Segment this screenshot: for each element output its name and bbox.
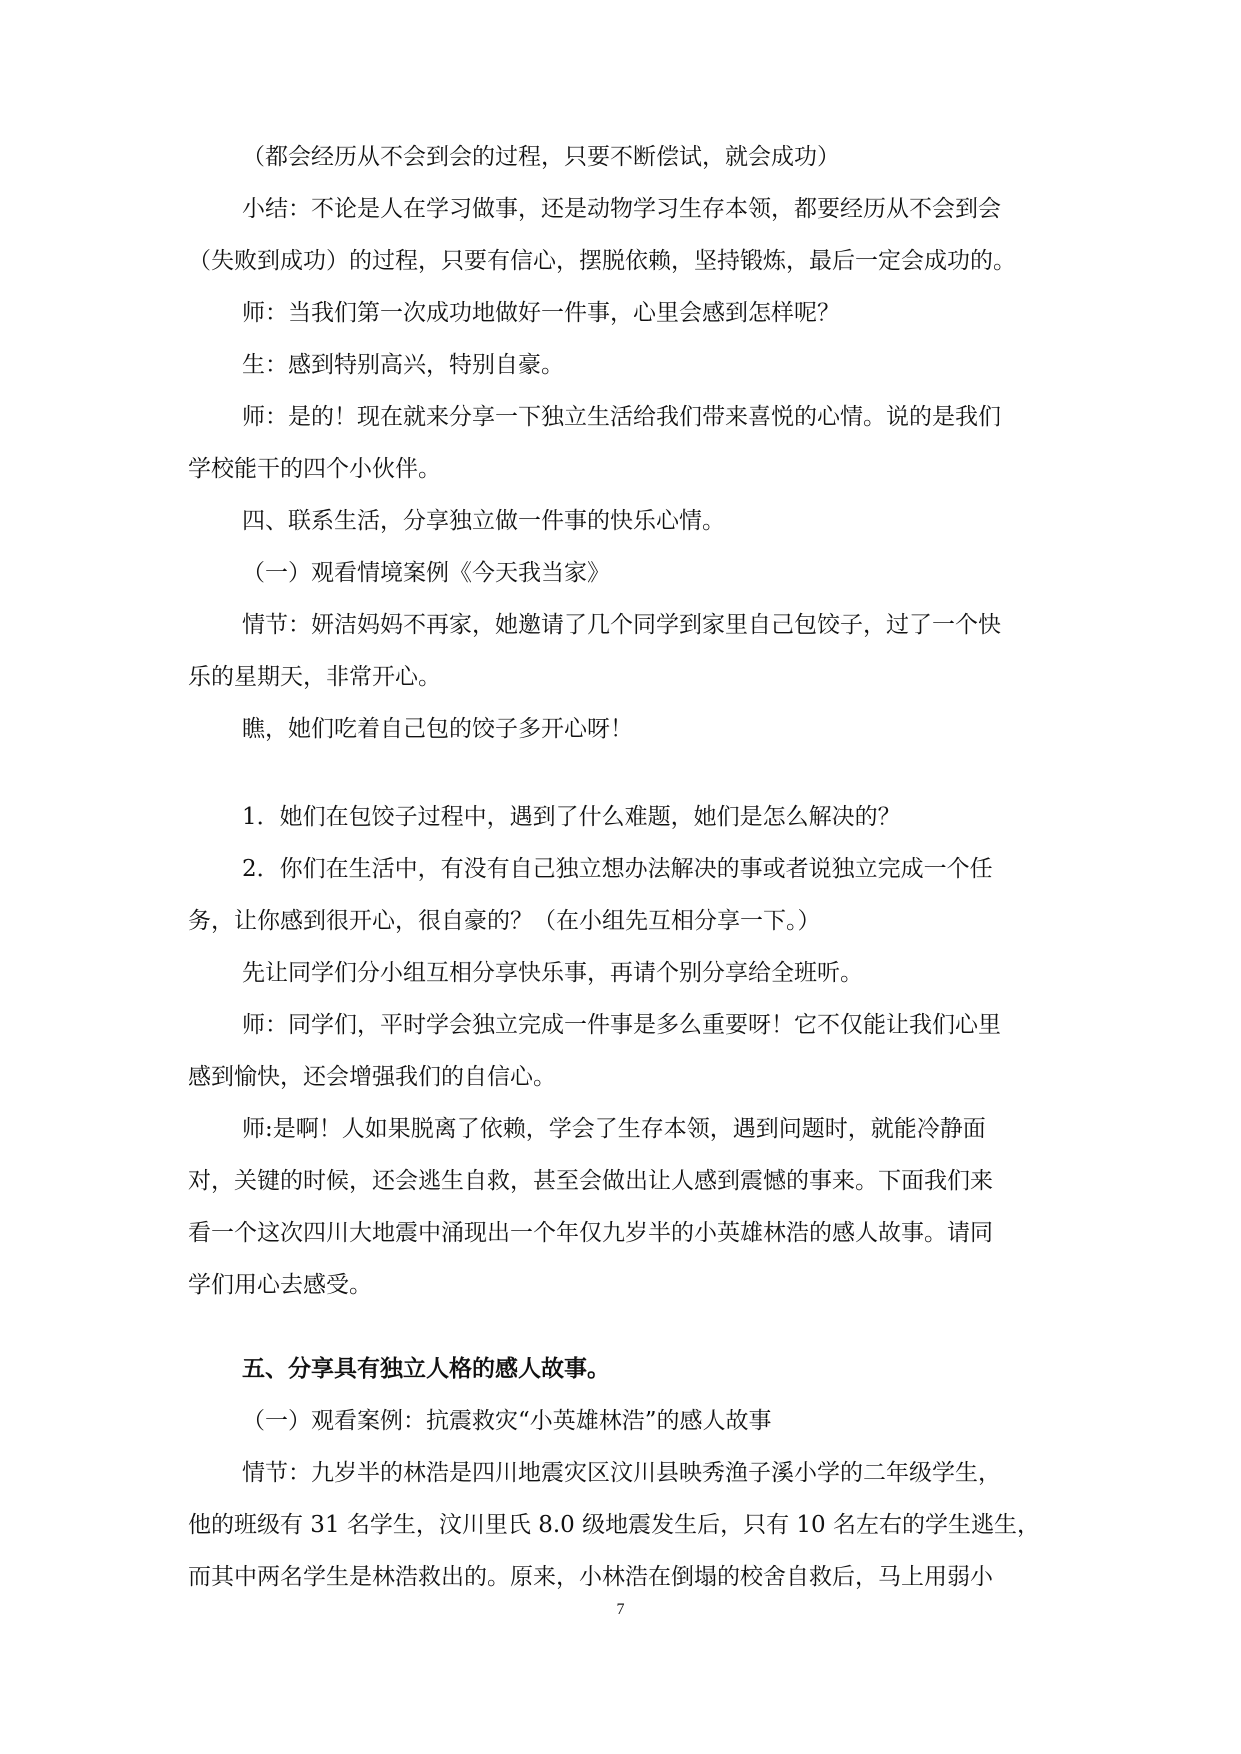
- subsection-heading: （一）观看情境案例《今天我当家》: [242, 560, 610, 586]
- question-line: 2．你们在生活中，有没有自己独立想办法解决的事或者说独立完成一个任: [242, 856, 993, 882]
- page-number: 7: [616, 1601, 625, 1618]
- paragraph-line: 瞧，她们吃着自己包的饺子多开心呀！: [242, 716, 633, 742]
- paragraph-line: 而其中两名学生是林浩救出的。原来，小林浩在倒塌的校舍自救后，马上用弱小: [188, 1564, 993, 1590]
- paragraph-line: （失败到成功）的过程，只要有信心，摆脱依赖，坚持锻炼，最后一定会成功的。: [188, 248, 1016, 274]
- paragraph-line: 情节：九岁半的林浩是四川地震灾区汶川县映秀渔子溪小学的二年级学生，: [242, 1460, 1001, 1486]
- question-line: 1．她们在包饺子过程中，遇到了什么难题，她们是怎么解决的？: [242, 804, 901, 830]
- paragraph-line: 乐的星期天，非常开心。: [188, 664, 441, 690]
- paragraph-line: 感到愉快，还会增强我们的自信心。: [188, 1064, 556, 1090]
- paragraph-line: 师：是的！现在就来分享一下独立生活给我们带来喜悦的心情。说的是我们: [242, 404, 1001, 430]
- paragraph-line: 师:是啊！人如果脱离了依赖，学会了生存本领，遇到问题时，就能冷静面: [242, 1116, 986, 1142]
- paragraph-line: 务，让你感到很开心，很自豪的？（在小组先互相分享一下。）: [188, 908, 821, 934]
- subsection-heading: （一）观看案例：抗震救灾“小英雄林浩”的感人故事: [242, 1408, 772, 1434]
- paragraph-line: 学们用心去感受。: [188, 1272, 372, 1298]
- paragraph-line: 对，关键的时候，还会逃生自救，甚至会做出让人感到震憾的事来。下面我们来: [188, 1168, 993, 1194]
- paragraph-line: （都会经历从不会到会的过程，只要不断偿试，就会成功）: [242, 144, 840, 170]
- paragraph-line: 师：当我们第一次成功地做好一件事，心里会感到怎样呢？: [242, 300, 840, 326]
- paragraph-line: 生：感到特别高兴，特别自豪。: [242, 352, 564, 378]
- section-heading-bold: 五、分享具有独立人格的感人故事。: [242, 1356, 610, 1382]
- paragraph-line: 看一个这次四川大地震中涌现出一个年仅九岁半的小英雄林浩的感人故事。请同: [188, 1220, 993, 1246]
- paragraph-line: 他的班级有 31 名学生，汶川里氏 8.0 级地震发生后，只有 10 名左右的学生逃生，: [188, 1512, 1040, 1538]
- paragraph-line: 情节：妍洁妈妈不再家，她邀请了几个同学到家里自己包饺子，过了一个快: [242, 612, 1001, 638]
- paragraph-line: 学校能干的四个小伙伴。: [188, 456, 441, 482]
- paragraph-line: 师：同学们，平时学会独立完成一件事是多么重要呀！它不仅能让我们心里: [242, 1012, 1001, 1038]
- section-heading: 四、联系生活，分享独立做一件事的快乐心情。: [242, 508, 725, 534]
- paragraph-line: 先让同学们分小组互相分享快乐事，再请个别分享给全班听。: [242, 960, 863, 986]
- paragraph-line: 小结：不论是人在学习做事，还是动物学习生存本领，都要经历从不会到会: [242, 196, 1001, 222]
